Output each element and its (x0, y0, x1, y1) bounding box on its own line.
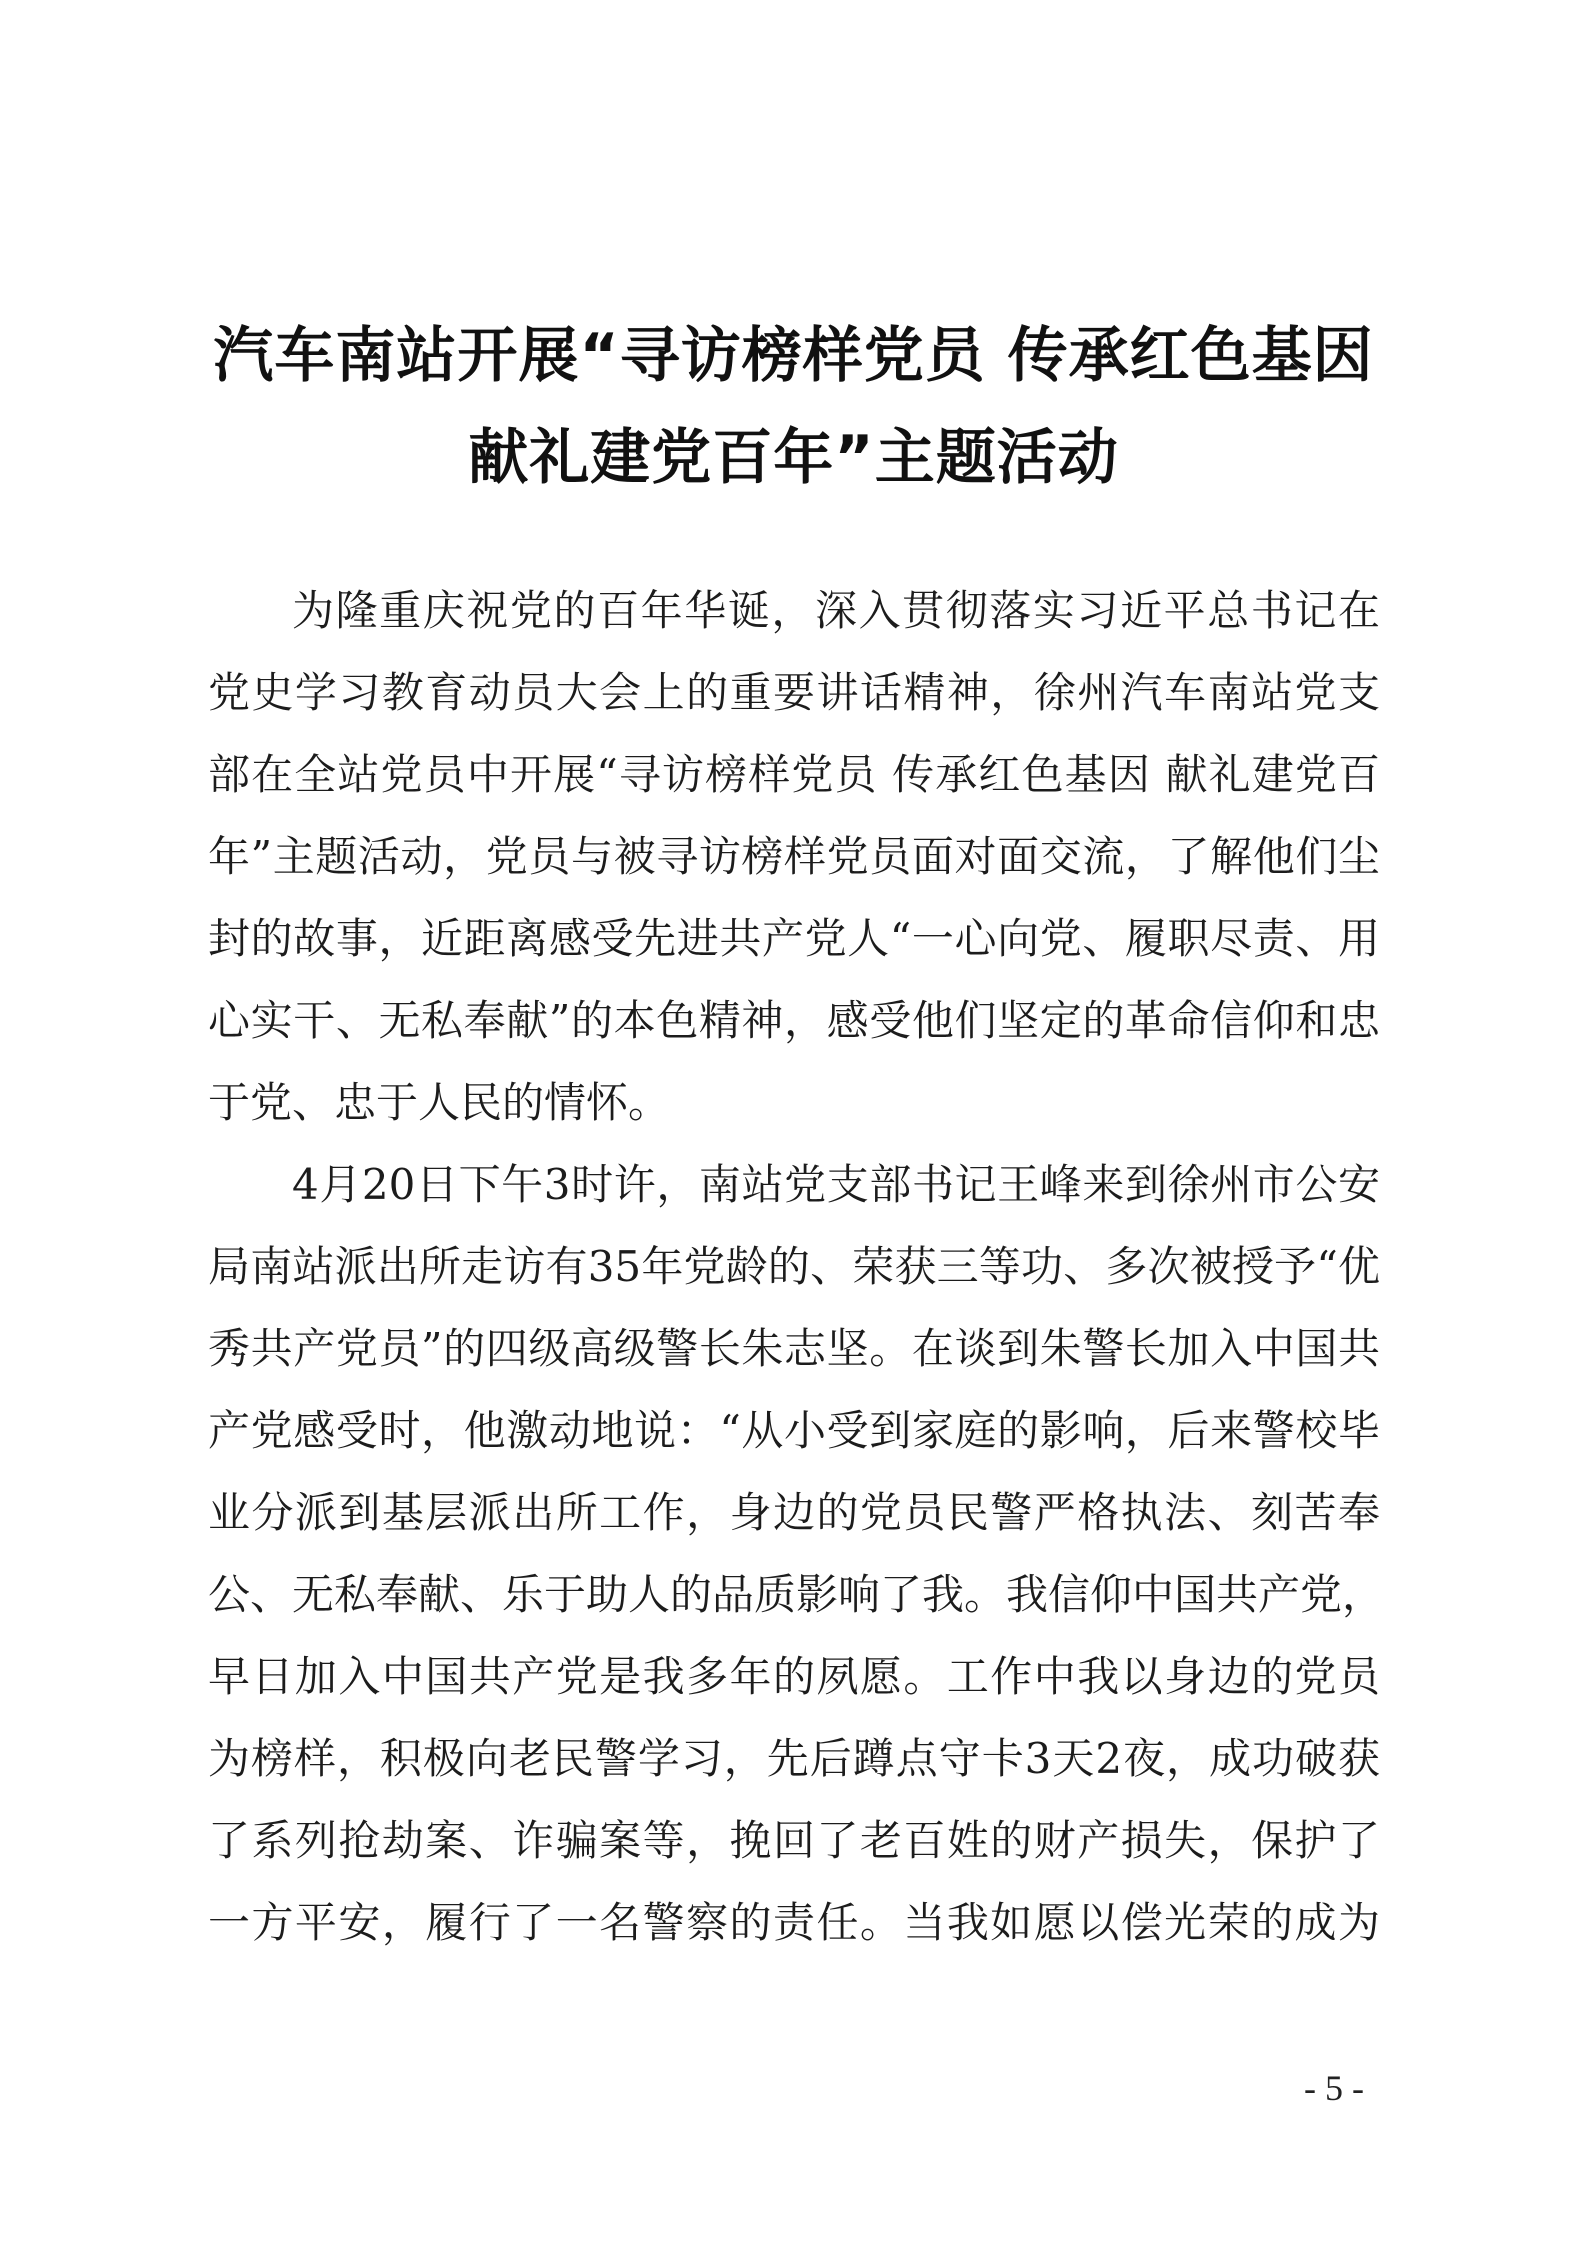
paragraph-2-line: 秀共产党员”的四级高级警长朱志坚。在谈到朱警长加入中国共 (208, 1324, 1380, 1373)
paragraph-2-line: 局南站派出所走访有35年党龄的、荣获三等功、多次被授予“优 (208, 1242, 1380, 1291)
paragraph-1-line: 于党、忠于人民的情怀。 (208, 1078, 671, 1127)
paragraph-2-line: 一方平安，履行了一名警察的责任。当我如愿以偿光荣的成为 (208, 1898, 1380, 1947)
paragraph-1-line: 为隆重庆祝党的百年华诞，深入贯彻落实习近平总书记在 (292, 586, 1380, 635)
paragraph-1-line: 部在全站党员中开展“寻访榜样党员 传承红色基因 献礼建党百 (208, 750, 1380, 799)
paragraph-2-line: 产党感受时，他激动地说：“从小受到家庭的影响，后来警校毕 (208, 1406, 1380, 1455)
paragraph-1-line: 党史学习教育动员大会上的重要讲话精神，徐州汽车南站党支 (208, 668, 1380, 717)
page-number: - 5 - (1304, 2068, 1364, 2108)
paragraph-2-line: 业分派到基层派出所工作，身边的党员民警严格执法、刻苦奉 (208, 1488, 1380, 1537)
paragraph-1-line: 年”主题活动，党员与被寻访榜样党员面对面交流，了解他们尘 (208, 832, 1380, 881)
paragraph-2-line: 为榜样，积极向老民警学习，先后蹲点守卡3天2夜，成功破获 (208, 1734, 1380, 1783)
paragraph-1-line: 心实干、无私奉献”的本色精神，感受他们坚定的革命信仰和忠 (208, 996, 1380, 1045)
paragraph-2-line: 了系列抢劫案、诈骗案等，挽回了老百姓的财产损失，保护了 (208, 1816, 1380, 1865)
document-title-line-2: 献礼建党百年”主题活动 (468, 423, 1119, 493)
paragraph-2-line: 早日加入中国共产党是我多年的夙愿。工作中我以身边的党员 (208, 1652, 1380, 1701)
document-title-line-1: 汽车南站开展“寻访榜样党员 传承红色基因 (213, 321, 1374, 391)
paragraph-2-line: 4月20日下午3时许，南站党支部书记王峰来到徐州市公安 (292, 1160, 1380, 1209)
document-body (208, 570, 1385, 1964)
paragraph-1-line: 封的故事，近距离感受先进共产党人“一心向党、履职尽责、用 (208, 914, 1380, 963)
paragraph-2-line: 公、无私奉献、乐于助人的品质影响了我。我信仰中国共产党， (208, 1570, 1385, 1619)
